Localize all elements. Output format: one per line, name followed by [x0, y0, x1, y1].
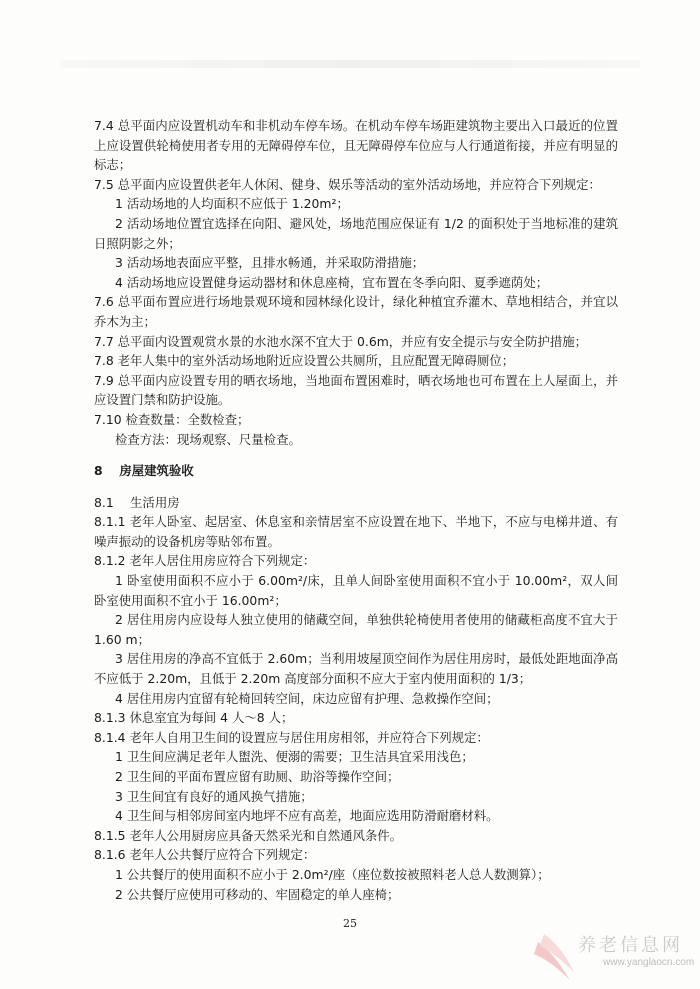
clause-7-6: 7.6 总平面布置应进行场地景观环境和园林绿化设计，绿化种植宜乔灌木、草地相结合，并宜以乔木为主；: [94, 294, 618, 329]
subsection-heading-8-1: 8.1 生活用房: [94, 494, 180, 510]
watermark-url: www.yanglaocn.com: [603, 957, 695, 968]
clause-8-1-2-item-1: 1 卧室使用面积不应小于 6.00m²/床，且单人间卧室使用面积不宜小于 10.00m²，双人间卧室使用面积不宜小于 16.00m²；: [94, 573, 618, 608]
clause-7-5-item-2: 2 活动场地位置宜选择在向阳、避风处，场地范围应保证有 1/2 的面积处于当地标准的建筑日照阴影之外；: [94, 215, 618, 251]
clause-8-1-6: 8.1.6 老年人公共餐厅应符合下列规定：: [94, 847, 316, 863]
clause-8-1-4: 8.1.4 老年人自用卫生间的设置应与居住用房相邻，并应符合下列规定：: [94, 729, 489, 745]
page-number: 25: [343, 917, 357, 930]
clause-8-1-6-item-2: 2 公共餐厅应使用可移动的、牢固稳定的单人座椅；: [115, 886, 400, 902]
header-scan-shadow: [60, 60, 640, 68]
clause-8-1-5: 8.1.5 老年人公用厨房应具备天然采光和自然通风条件。: [94, 827, 403, 843]
clause-7-7: 7.7 总平面内设置观赏水景的水池水深不宜大于 0.6m，并应有安全提示与安全防护措施；: [94, 333, 588, 349]
clause-8-1-4-item-2: 2 卫生间的平面布置应留有助厕、助浴等操作空间；: [115, 769, 400, 784]
inspection-method: 检查方法：现场观察、尺量检查。: [115, 431, 301, 447]
watermark-text: 养老信息网: [578, 935, 683, 956]
clause-8-1-6-item-1: 1 公共餐厅的使用面积不应小于 2.0m²/座（座位数按被照料老人总人数测算）；: [115, 866, 550, 882]
document-body: [94, 116, 618, 904]
clause-8-1-1: 8.1.1 老年人卧室、起居室、休息室和亲情居室不应设置在地下、半地下，不应与电梯井道、有噪声振动的设备机房等贴邻布置。: [94, 514, 618, 549]
clause-8-1-2: 8.1.2 老年人居住用房应符合下列规定：: [94, 553, 316, 569]
section-heading-8: 8 房屋建筑验收: [94, 463, 194, 479]
clause-8-1-2-item-4: 4 居住用房内宜留有轮椅回转空间，床边应留有护理、急救操作空间；: [115, 690, 499, 706]
clause-7-8: 7.8 老年人集中的室外活动场地附近应设置公共厕所，且应配置无障碍厕位；: [94, 353, 515, 369]
clause-8-1-3: 8.1.3 休息室宜为每间 4 人～8 人；: [94, 710, 294, 726]
clause-8-1-2-item-2: 2 居住用房内应设每人独立使用的储藏空间，单独供轮椅使用者使用的储藏柜高度不宜大于 1.60 m；: [94, 612, 618, 647]
clause-7-5-item-4: 4 活动场地应设置健身运动器材和休息座椅，宜布置在冬季向阳、夏季遮荫处；: [115, 274, 549, 290]
clause-8-1-4-item-1: 1 卫生间应满足老年人盥洗、便溺的需要；卫生洁具宜采用浅色；: [115, 749, 474, 765]
clause-7-9: 7.9 总平面内应设置专用的晒衣场地，当地面布置困难时，晒衣场地也可布置在上人屋面上，并应设置门禁和防护设施。: [94, 372, 618, 408]
clause-7-10: 7.10 检查数量：全数检查；: [94, 411, 250, 427]
clause-7-4: 7.4 总平面内应设置机动车和非机动车停车场。在机动车停车场距建筑物主要出入口最近的位置上应设置供轮椅使用者专用的无障碍停车位，且无障碍停车位应与人行通道衔接，并应有明显的标志；: [94, 118, 618, 173]
clause-8-1-2-item-3: 3 居住用房的净高不宜低于 2.60m；当利用坡屋顶空间作为居住用房时，最低处距地面净高不应低于 2.20m，且低于 2.20m 高度部分面积不应大于室内使用面积的 1/3；: [94, 651, 618, 687]
clause-7-5: 7.5 总平面内应设置供老年人休闲、健身、娱乐等活动的室外活动场地，并应符合下列规定：: [94, 176, 601, 192]
clause-7-5-item-1: 1 活动场地的人均面积不应低于 1.20m²；: [115, 196, 349, 212]
clause-8-1-4-item-4: 4 卫生间与相邻房间室内地坪不应有高差，地面应选用防滑耐磨材料。: [115, 808, 499, 824]
clause-8-1-4-item-3: 3 卫生间宜有良好的通风换气措施；: [115, 788, 313, 804]
clause-7-5-item-3: 3 活动场地表面应平整，且排水畅通，并采取防滑措施；: [115, 255, 425, 271]
